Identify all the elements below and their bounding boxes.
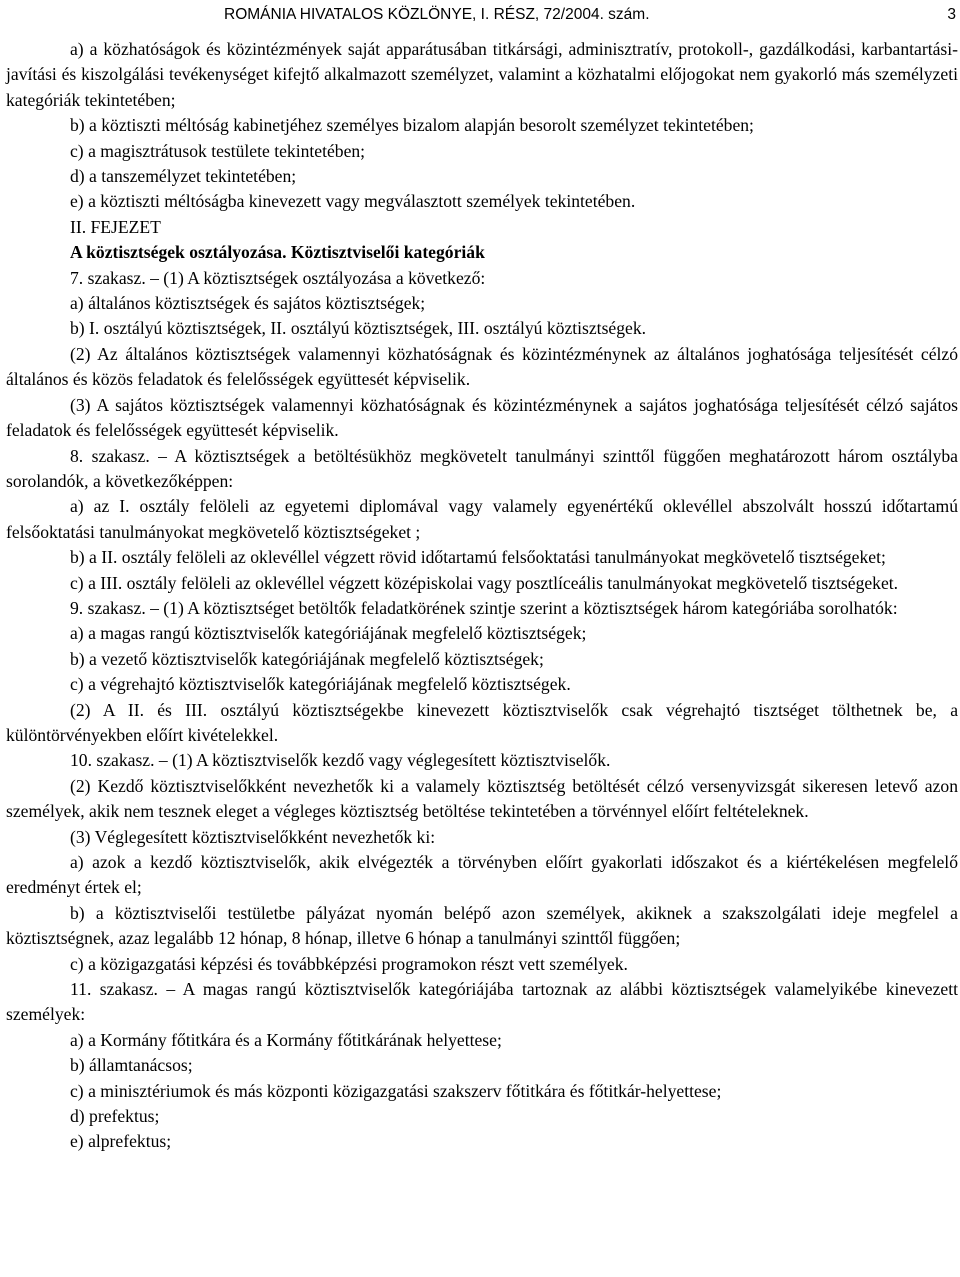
page-number: 3 [947,6,956,23]
paragraph: a) a közhatóságok és közintézmények saját apparátusában titkársági, adminisztratív, protokoll-, gazdálkodási, karbantartási-javítási és kiszolgálási tevékenységet kifejtő alkalmazott személyzet, valamint a közhatalmi előjogokat nem gyakorló más személyzeti kategóriák tekintetében; [6,39,958,110]
paragraph: c) a III. osztály felöleli az oklevéllel végzett középiskolai vagy posztlíceális tanulmányokat megkövetelő tisztségeket. [70,572,899,593]
paragraph: (3) Véglegesített köztisztviselőkként nevezhetők ki: [70,826,436,847]
document-body [6,37,958,1155]
paragraph: a) a Kormány főtitkára és a Kormány főtitkárának helyettese; [70,1029,502,1050]
paragraph: (2) Az általános köztisztségek valamennyi közhatóságnak és közintézménynek az általános joghatósága teljesítését célzó általános és közös feladatok és felelősségek együttesét képviselik. [6,343,958,390]
chapter-title: A köztisztségek osztályozása. Köztisztviselői kategóriák [70,242,485,263]
paragraph: 9. szakasz. – (1) A köztisztséget betöltők feladatkörének szintje szerint a köztisztségek három kategóriába sorolhatók: [70,597,898,618]
paragraph: (2) Kezdő köztisztviselőkként nevezhetők ki a valamely köztisztség betöltését célzó versenyvizsgát sikeresen letevő azon személyek, akik nem tesznek eleget a végleges köztisztség betöltése tekintetében a törvénnyel előírt feltételeknek. [6,775,958,822]
chapter-number: II. FEJEZET [70,216,161,237]
paragraph: 8. szakasz. – A köztisztségek a betöltésükhöz megkövetelt tanulmányi szinttől függően meghatározott három osztályba sorolandók, a következőképpen: [6,445,958,491]
paragraph: 10. szakasz. – (1) A köztisztviselők kezdő vagy véglegesített köztisztviselők. [70,750,611,771]
paragraph: b) a II. osztály felöleli az oklevéllel végzett rövid időtartamú felsőoktatási tanulmányokat megkövetelő tisztségeket; [70,547,886,568]
paragraph: d) a tanszemélyzet tekintetében; [70,166,297,187]
paragraph: e) alprefektus; [70,1131,172,1152]
paragraph: (3) A sajátos köztisztségek valamennyi közhatóságnak és közintézménynek a sajátos joghatósága teljesítését célzó sajátos feladatok és felelősségek együttesét képviselik. [6,394,958,441]
paragraph: c) a közigazgatási képzési és továbbképzési programokon részt vett személyek. [70,953,628,974]
paragraph: a) az I. osztály felöleli az egyetemi diplomával vagy valamely egyenértékű oklevéllel abszolvált hosszú időtartamú felsőoktatási tanulmányokat megkövetelő köztisztségeket ; [6,496,958,542]
paragraph: b) a vezető köztisztviselők kategóriájának megfelelő köztisztségek; [70,648,544,669]
paragraph: c) a magisztrátusok testülete tekintetében; [70,140,366,161]
paragraph: c) a végrehajtó köztisztviselők kategóriájának megfelelő köztisztségek. [70,674,571,695]
paragraph: d) prefektus; [70,1106,160,1127]
paragraph: (2) A II. és III. osztályú köztisztségekbe kinevezett köztisztviselők csak végrehajtó tisztséget tölthetnek be, a különtörvényekben előírt kivételekkel. [6,699,958,745]
paragraph: b) I. osztályú köztisztségek, II. osztályú köztisztségek, III. osztályú köztisztségek. [70,318,647,339]
paragraph: 7. szakasz. – (1) A köztisztségek osztályozása a következő: [70,267,486,288]
paragraph: b) a köztisztviselői testületbe pályázat nyomán belépő azon személyek, akiknek a szakszolgálati ideje megfelel a köztisztségnek, azaz legalább 12 hónap, 8 hónap, illetve 6 hónap a tanulmányi szinttől függően; [6,902,958,949]
paragraph: a) általános köztisztségek és sajátos köztisztségek; [70,293,426,314]
paragraph: b) a köztiszti méltóság kabinetjéhez személyes bizalom alapján besorolt személyzet tekintetében; [70,115,754,136]
page-header [0,4,960,26]
publication-title: ROMÁNIA HIVATALOS KÖZLÖNYE, I. RÉSZ, 72/2004. szám. [224,6,650,23]
paragraph: a) azok a kezdő köztisztviselők, akik elvégezték a törvényben előírt gyakorlati időszakot és a kiértékelésen megfelelő eredményt értek el; [6,852,958,898]
paragraph: b) államtanácsos; [70,1055,193,1076]
paragraph: 11. szakasz. – A magas rangú köztisztviselők kategóriájába tartoznak az alábbi köztisztségek valamelyikébe kinevezett személyek: [6,979,958,1025]
paragraph: a) a magas rangú köztisztviselők kategóriájának megfelelő köztisztségek; [70,623,587,644]
paragraph: c) a minisztériumok és más központi közigazgatási szakszerv főtitkára és főtitkár-helyettese; [70,1080,722,1101]
paragraph: e) a köztiszti méltóságba kinevezett vagy megválasztott személyek tekintetében. [70,191,636,212]
